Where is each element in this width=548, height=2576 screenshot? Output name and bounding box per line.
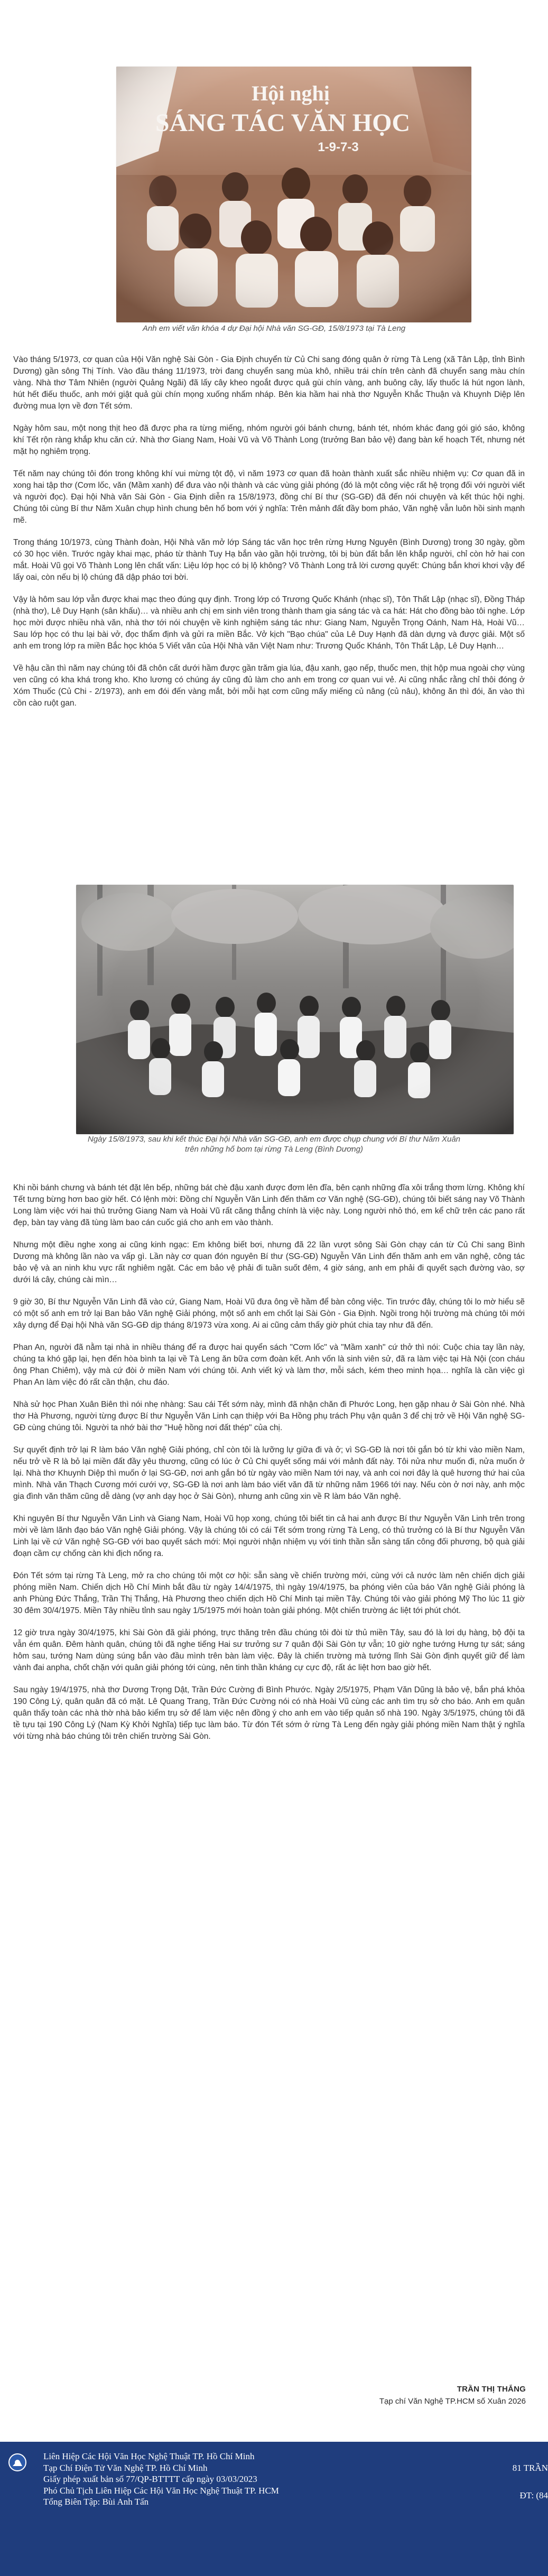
group-photo xyxy=(76,885,514,1134)
footer-line-1: Liên Hiệp Các Hội Văn Học Nghệ Thuật TP. Hồ Chí Minh xyxy=(43,2451,255,2461)
article-paragraph-12: Sự quyết định trở lại R làm báo Văn nghệ Giải phóng, chỉ còn tôi là lưỡng lự giữa đi và ở; vì SG-GĐ là nơi tôi gắn bó từ khi vào miền Nam, nếu trở về R là bỏ lại miền đất đầy yêu thương, cũng có lúc ở Củ Chi quyết sống mái với mảnh đất này. Tôi nửa như muốn đi, nửa muốn ở lại. Nhà thơ Khuynh Diệp thì muốn ở lại SG-GĐ, nơi anh gắn bó từ ngày vào miền Nam tới nay, và anh coi nơi đây là quê hương thứ hai của mình. Nhà văn Thạch Cương mới cưới vợ, SG-GĐ là nơi anh làm báo viết văn đã từ những năm 1966 tới nay. Nếu còn ở nơi này, anh mộc gia đình văn thăm cũng dễ dàng (vợ anh dạy học ở Sài Gòn), nhưng anh cũng xin về R làm báo Văn nghệ. xyxy=(13,1445,525,1501)
article-paragraph-4: Trong tháng 10/1973, cùng Thành đoàn, Hội Nhà văn mở lớp Sáng tác văn học trên rừng Hưng Nguyên (Bình Dương) trong 30 ngày, gồm có 30 học viên. Trước ngày khai mạc, pháo từ thành Tuy Hạ bắn vào gần hội trường, tôi bị bùn đất bắn lên khắp người, chỉ còn hở hai con mắt. Hoài Vũ gọi Võ Thành Long lên chất vấn: Liệu lớp học có bị lộ không? Võ Thành Long trả lời cương quyết: Chúng bắn khơi khơi vậy để lấy oai, còn nếu bị lộ chúng đã dập pháo tơi bời. xyxy=(13,538,525,582)
article-text-bottom xyxy=(13,1182,525,1753)
article-paragraph-7: Khi nồi bánh chưng và bánh tét đặt lên bếp, những bát chè đậu xanh được đơm lên đĩa, bên cạnh những đĩa xôi trắng thơm lừng. Không khí Tết tưng bừng hơn bao giờ hết. Có lệnh mời: Đồng chí Nguyễn Văn Linh đến thăm cơ Văn nghệ (SG-GĐ), chúng tôi biết sáng nay Võ Thành Long làm việc với hai thủ trưởng Giang Nam và Hoài Vũ rất căng thẳng chính là việc này. Long người nhỏ thó, em kể chữ trên các pano rất đẹp, bàn tay vàng đã tùng làm bao cán cuốc giá cho anh em vào thành. xyxy=(13,1183,525,1227)
article-paragraph-5: Vậy là hôm sau lớp vẫn được khai mạc theo đúng quy định. Trong lớp có Trương Quốc Khánh (nhạc sĩ), Tôn Thất Lập (nhạc sĩ), Đồng Tháp (nhà thơ), Lê Duy Hạnh (sân khấu)… và nhiều anh chị em sinh viên trong thành tham gia sáng tác và ca hát: Hát cho đồng bào tôi nghe. Lớp học mời được nhiều nhà văn, nhà thơ tới nói chuyện về kinh nghiệm sáng tác như: Giang Nam, Nguyễn Trọng Oánh, Nam Hà, Hoài Vũ… Sau lớp học có thu lại bài vở, đọc thẩm định và gửi ra miền Bắc. Vở kịch "Bạo chúa" của Lê Duy Hạnh đã dàn dựng và được giải. Một số anh em trong lớp ra miền Bắc học khóa 5 Viết văn của Hội Nhà văn Việt Nam như: Trương Quốc Khánh, Tôn Thất Lập, Lê Duy Hạnh… xyxy=(13,595,525,651)
article-signature xyxy=(379,2385,526,2406)
group-photo-caption: Ngày 15/8/1973, sau khi kết thúc Đại hội Nhà văn SG-GĐ, anh em được chụp chung với Bí thư Năm Xuân trên những hố bom tại rừng Tà Leng (Bình Dương) xyxy=(87,1135,460,1154)
conference-photo-caption: Anh em viết văn khóa 4 dự Đại hội Nhà văn SG-GĐ, 15/8/1973 tại Tà Leng xyxy=(142,324,406,333)
article-paragraph-3: Tết năm nay chúng tôi đón trong không khí vui mừng tột độ, vì năm 1973 cơ quan đã hoàn thành xuất sắc nhiều nhiệm vụ: Cơ quan đã in xong hai tập thơ (Cơm lốc, văn (Mầm xanh) để đưa vào nội thành và các vùng giải phóng (đó là một công việc rất hệ trọng đối với người viết và người đọc). Đại hội Nhà văn Sài Gòn - Gia Định diễn ra 15/8/1973, đồng chí Bí thư (SG-GĐ) đã đến nói chuyện và kết thúc hội nghị. Chúng tôi cùng Bí thư Năm Xuân chụp hình chung bên hố bom với ý nghĩa: Trên mảnh đất đầy bom pháo, Văn nghệ vẫn luôn hồi sinh mạnh mẽ. xyxy=(13,469,525,525)
article-paragraph-15: 12 giờ trưa ngày 30/4/1975, khi Sài Gòn đã giải phóng, trực thăng trên đầu chúng tôi đòi từ thủ miền Tây, sau đó là lơi dụ hàng, bộ đội ta vẫn ém quân. Đêm hành quân, chúng tôi đã nghe tiếng Hai sư trưởng sư 7 quân đội Sài Gòn tự vẫn; 10 giờ nghe tướng Hưng tự sát; sáng hôm sau, tướng Nam dùng súng bắn vào đầu mình trên bàn làm việc. Đây là chiến trường mà tướng lĩnh Sài Gòn định quyết giữ để làm vành đai anpha, chốt chặn với quân giải phóng tới cùng, nên tinh thần kháng cự cực độ, rất ác liệt hơn bao giờ hết. xyxy=(13,1628,525,1672)
footer-line-3: Giấy phép xuất bản số 77/QP-BTTTT cấp ngày 03/03/2023 xyxy=(43,2474,257,2485)
footer-line-5: Tổng Biên Tập: Bùi Anh Tấn xyxy=(43,2497,149,2507)
group-photo-vignette xyxy=(76,885,514,1134)
footer-logo-icon xyxy=(8,2453,26,2471)
author-name: TRẦN THỊ THẮNG xyxy=(457,2385,526,2394)
article-paragraph-13: Khi nguyên Bí thư Nguyễn Văn Linh và Giang Nam, Hoài Vũ họp xong, chúng tôi biết tin cả hai anh được Bí thư Nguyễn Văn Linh trên trong mời về làm lãnh đạo báo Văn nghệ Giải phóng. Vậy là chúng tôi có cái Tết sớm trong rừng Tà Leng, có thủ trưởng có là Bí thư Nguyễn Văn Linh lại về cứ Văn nghệ SG-GĐ với bao quyết sách mới: Mọi người nhận nhiệm vụ với tinh thần sẵn sàng tấn công đối phương, bộ quà giải đoạn cầm cự chống càn khi địch nống ra. xyxy=(13,1514,525,1558)
article-paragraph-6: Về hậu cần thì năm nay chúng tôi đã chôn cất dưới hầm được gần trăm gia lúa, đậu xanh, gạo nếp, thuốc men, thịt hộp mua ngoài chợ vùng ven cũng có kha khá trong kho. Kho lương có chúng áy cũng đủ làm cho anh em trong cơ quan vui vẻ. Ai cũng nhắc rằng chỉ thôi đóng ở Xóm Thuốc (Củ Chi - 2/1973), anh em đói đến vàng mắt, bởi mỗi hạt cơm cũng mấy miếng củ nâng (củ nâu), không ăn thì đói, ăn vào thì cồn cào ruột gan. xyxy=(13,664,525,708)
article-paragraph-16: Sau ngày 19/4/1975, nhà thơ Dương Trọng Dật, Trần Đức Cường đi Bình Phước. Ngày 2/5/1975, Phạm Văn Dũng là bảo vệ, bắn phá khỏa 190 Công Lý, quân quân đã có mặt. Lê Quang Trang, Trần Đức Cường nói có nhà Hoài Vũ cùng các anh tìm trụ sở cho báo. Anh em quân quân thấy toàn các nhà thờ nhà bảo kiểm trụ sở để làm việc nên đồng ý cho anh em vào tiếp quản số nhà 190. Ngày 3/5/1975, chúng tôi đã tề tựu tại 190 Công Lý (Nam Kỳ Khởi Nghĩa) tiếp tục làm báo. Từ đón Tết sớm ở rừng Tà Leng đến ngày giải phóng miền Nam thật ý nghĩa với từng nhà báo chúng tôi trên chiến trường Sài Gòn. xyxy=(13,1685,525,1741)
article-paragraph-1: Vào tháng 5/1973, cơ quan của Hội Văn nghệ Sài Gòn - Gia Định chuyển từ Củ Chi sang đóng quân ở rừng Tà Leng (xã Tân Lập, tỉnh Bình Dương) gần sông Thị Tính. Vào đầu tháng 11/1973, trời đang chuyển sang mùa khô, nhiều trái chín trên cành đã chuyển sang màu chín vàng. Nhà thơ Tâm Nhiên (người Quảng Ngãi) đã lấy cây kheo ngoắt được quả gùi chín vàng, anh buông cây, lấy thuốc lá hút ngon lành, hút hết điếu thuốc, anh mới giật quả gùi chín mọng xuống nhấm nháp. Bên kia hầm hai nhà thơ Nguyễn Khắc Thuận và Khuynh Diệp lên đường mua lợn về đơn Tết sớm. xyxy=(13,355,525,411)
footer-phone: ĐT: (84 xyxy=(519,2490,548,2501)
article-paragraph-10: Phan An, người đã nằm tại nhà in nhiều tháng để ra được hai quyển sách "Cơm lốc" và "Mầm xanh" cứ thở thì nói: Cuộc chia tay lần này, chúng ta khó gặp lại, hẹn đến hòa bình ta lại về Tà Leng ăn bữa cơm đoàn kết. Anh vốn là sinh viên sử, đã ra làm việc tại Hà Nội (con cháu ông Phan Chiêm), vậy mà cứ đòi ở miền Nam với chúng tôi. Anh viết ký và làm thơ, mỗi sách, kém theo minh họa… nghĩa là cần việc gì Phan An làm việc đó rất cần thận, chu đáo. xyxy=(13,1343,525,1387)
conference-photo-illustration xyxy=(116,67,471,322)
footer-line-4: Phó Chủ Tịch Liên Hiệp Các Hội Văn Học Nghệ Thuật TP. HCM xyxy=(43,2485,279,2496)
article-paragraph-2: Ngày hôm sau, một nong thịt heo đã được pha ra từng miếng, nhóm người gói bánh chưng, bánh tét, nhóm khác đang gói gió sáo, không khí Tết rộn ràng khắp khu căn cứ. Nhà thơ Giang Nam, Hoài Vũ và Võ Thành Long (trưởng Ban bảo vệ) đang bàn kế hoạch Tết, nhưng nét mặt họ nghiêm trọng. xyxy=(13,424,525,456)
footer-address: 81 TRẦN xyxy=(512,2463,548,2473)
publication-meta: Tạp chí Văn Nghệ TP.HCM số Xuân 2026 xyxy=(379,2397,526,2406)
photo-vignette xyxy=(116,67,471,322)
footer-publisher-info xyxy=(43,2451,456,2508)
group-photo-illustration xyxy=(76,885,514,1134)
article-paragraph-8: Nhưng một điều nghe xong ai cũng kinh ngạc: Em không biết bơi, nhưng đã 22 lần vượt sông Sài Gòn chạy cán từ Củ Chi sang Bình Dương mà không lần nào va vấp gì. Lần này cơ quan đón nguyên Bí thư (SG-GĐ) Nguyễn Văn Linh đến thăm anh em văn nghệ, công tác bảo vệ và an ninh khu vực rất nghiêm ngặt. Các em bảo vệ phải đi tuần suốt đêm, 4 giờ sáng, anh em phải đi quyết sạch đường vào, sợ dưới lá cây, chúng cài mìn… xyxy=(13,1240,525,1284)
article-text-top xyxy=(13,354,525,720)
article-paragraph-11: Nhà sử học Phan Xuân Biên thì nói nhẹ nhàng: Sau cái Tết sớm này, mình đã nhận chăn đi Phước Long, hẹn gặp nhau ở Sài Gòn nhé. Nhà thơ Hà Phương, người từng được Bí thư Nguyễn Văn Linh cạn thiệp với Ba Hồng phụ trách Phụ vận quân 3 để chị trở về Hội Văn nghệ SG-GĐ cùng chúng tôi. Người ta nhớ bài thơ "Huệ hồng nơi đất thép" của chị. xyxy=(13,1400,525,1432)
article-paragraph-9: 9 giờ 30, Bí thư Nguyễn Văn Linh đã vào cứ, Giang Nam, Hoài Vũ đưa ông về hầm để bàn công việc. Tin trước đây, chúng tôi lo mờ hiểu sẽ có một số anh em trở lại Ban bảo Văn nghệ Giải phóng, một số anh em chốt lại Sài Gòn - Gia Định. Ngồi trong hội trường mà chúng tôi mới xây dựng để Đại hội Nhà văn SG-GĐ dịp tháng 8/1973 vừa xong. Ai ai cũng cảm thấy giờ phút chia tay như đã đến. xyxy=(13,1298,525,1330)
conference-photo xyxy=(116,67,471,322)
footer-line-2: Tạp Chí Điện Tử Văn Nghệ TP. Hồ Chí Minh xyxy=(43,2462,208,2473)
footer-contact-info xyxy=(506,2463,548,2501)
site-footer xyxy=(0,2442,548,2576)
article-paragraph-14: Đón Tết sớm tại rừng Tà Leng, mở ra cho chúng tôi một cơ hội: sẵn sàng về chiến trường mới, cùng với cả nước làm nên chiến dịch giải phóng miền Nam. Chiến dịch Hồ Chí Minh bắt đầu từ ngày 14/4/1975, thì ngày 19/4/1975, ba phóng viên của báo Văn nghệ Giải phóng là anh Phùng Đức Thắng, Trần Thị Thắng, Hà Phương theo chiến dịch Hồ Chí Minh tại miền Tây. Chúng tôi vào giải phóng Mỹ Tho lúc 11 giờ 30 đêm 30/4/1975. Miền Tây nhiều tỉnh sau ngày 1/5/1975 mới hoàn toàn giải phóng. Một chiến trường ác liệt tới phút chót. xyxy=(13,1571,525,1615)
